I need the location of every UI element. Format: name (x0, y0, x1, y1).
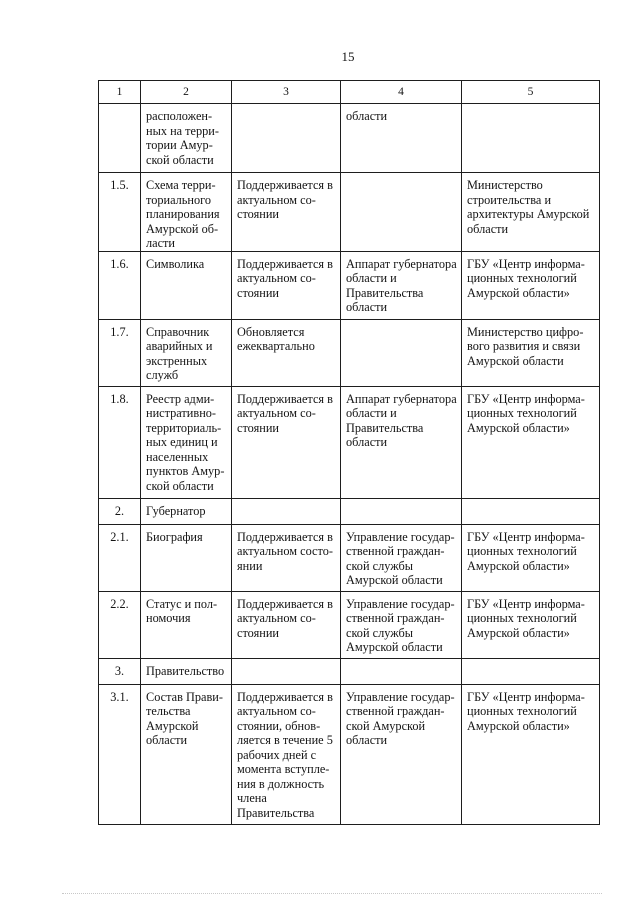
cell-update-rule: Поддерживается в актуальном со- стоянии (232, 591, 341, 658)
table-row (99, 524, 600, 591)
cell-update-rule: Поддерживается в актуальном со- стоянии (232, 251, 341, 319)
cell-section: Состав Прави- тельства Амурской области (141, 684, 232, 824)
cell-item-number: 1.5. (99, 173, 141, 252)
cell-operator: ГБУ «Центр информа- ционных технологий Амурской области» (462, 386, 600, 498)
cell-item-number: 1.8. (99, 386, 141, 498)
header-col-5: 5 (462, 81, 600, 104)
cell-section: Схема терри- ториального планирования Амурской об- ласти (141, 173, 232, 252)
cell-section: Правительство (141, 658, 232, 684)
cell-operator: ГБУ «Центр информа- ционных технологий Амурской области» (462, 591, 600, 658)
cell-item-number: 3.1. (99, 684, 141, 824)
cell-section: Символика (141, 251, 232, 319)
cell-responsible-body (341, 658, 462, 684)
table-row (99, 319, 600, 386)
cell-responsible-body: Управление государ- ственной граждан- ской Амурской области (341, 684, 462, 824)
cell-responsible-body (341, 173, 462, 252)
header-col-3: 3 (232, 81, 341, 104)
cell-item-number: 2. (99, 498, 141, 524)
cell-item-number: 2.2. (99, 591, 141, 658)
cell-update-rule: Обновляется ежеквартально (232, 319, 341, 386)
cell-item-number (99, 104, 141, 173)
table-row (99, 173, 600, 252)
cell-section: Реестр адми- нистративно- территориаль- ных единиц и населенных пунктов Амур- ской области (141, 386, 232, 498)
scan-edge-line (62, 893, 602, 894)
cell-responsible-body: Управление государ- ственной граждан- ской службы Амурской области (341, 524, 462, 591)
cell-update-rule: Поддерживается в актуальном со- стоянии (232, 173, 341, 252)
header-col-2: 2 (141, 81, 232, 104)
cell-item-number: 2.1. (99, 524, 141, 591)
table-header-row (99, 81, 600, 104)
cell-section: Статус и пол- номочия (141, 591, 232, 658)
cell-operator (462, 498, 600, 524)
cell-operator: ГБУ «Центр информа- ционных технологий Амурской области» (462, 524, 600, 591)
table-row (99, 251, 600, 319)
cell-responsible-body: области (341, 104, 462, 173)
cell-operator: ГБУ «Центр информа- ционных технологий Амурской области» (462, 684, 600, 824)
cell-operator: Министерство цифро- вого развития и связи Амурской области (462, 319, 600, 386)
page-number: 15 (341, 49, 355, 64)
table-row (99, 104, 600, 173)
cell-responsible-body (341, 498, 462, 524)
cell-section: Справочник аварийных и экстренных служб (141, 319, 232, 386)
registry-table (98, 80, 600, 825)
cell-section: Биография (141, 524, 232, 591)
cell-section: расположен- ных на терри- тории Амур- ской области (141, 104, 232, 173)
cell-item-number: 1.6. (99, 251, 141, 319)
cell-update-rule: Поддерживается в актуальном со- стоянии (232, 386, 341, 498)
cell-update-rule: Поддерживается в актуальном состо- янии (232, 524, 341, 591)
cell-responsible-body: Управление государ- ственной граждан- ской службы Амурской области (341, 591, 462, 658)
table-row (99, 684, 600, 824)
cell-section: Губернатор (141, 498, 232, 524)
table-row (99, 386, 600, 498)
header-col-4: 4 (341, 81, 462, 104)
cell-update-rule (232, 498, 341, 524)
table-row (99, 591, 600, 658)
cell-operator (462, 658, 600, 684)
cell-responsible-body: Аппарат губернатора области и Правительства области (341, 386, 462, 498)
cell-operator: Министерство строительства и архитектуры Амурской области (462, 173, 600, 252)
cell-update-rule (232, 658, 341, 684)
cell-item-number: 1.7. (99, 319, 141, 386)
cell-responsible-body (341, 319, 462, 386)
header-col-1: 1 (99, 81, 141, 104)
cell-update-rule (232, 104, 341, 173)
cell-responsible-body: Аппарат губернатора области и Правительства области (341, 251, 462, 319)
table-row (99, 658, 600, 684)
cell-item-number: 3. (99, 658, 141, 684)
cell-update-rule: Поддерживается в актуальном со- стоянии, обнов- ляется в течение 5 рабочих дней с момента вступле- ния в должность члена Правительства (232, 684, 341, 824)
cell-operator (462, 104, 600, 173)
table-row (99, 498, 600, 524)
cell-operator: ГБУ «Центр информа- ционных технологий Амурской области» (462, 251, 600, 319)
